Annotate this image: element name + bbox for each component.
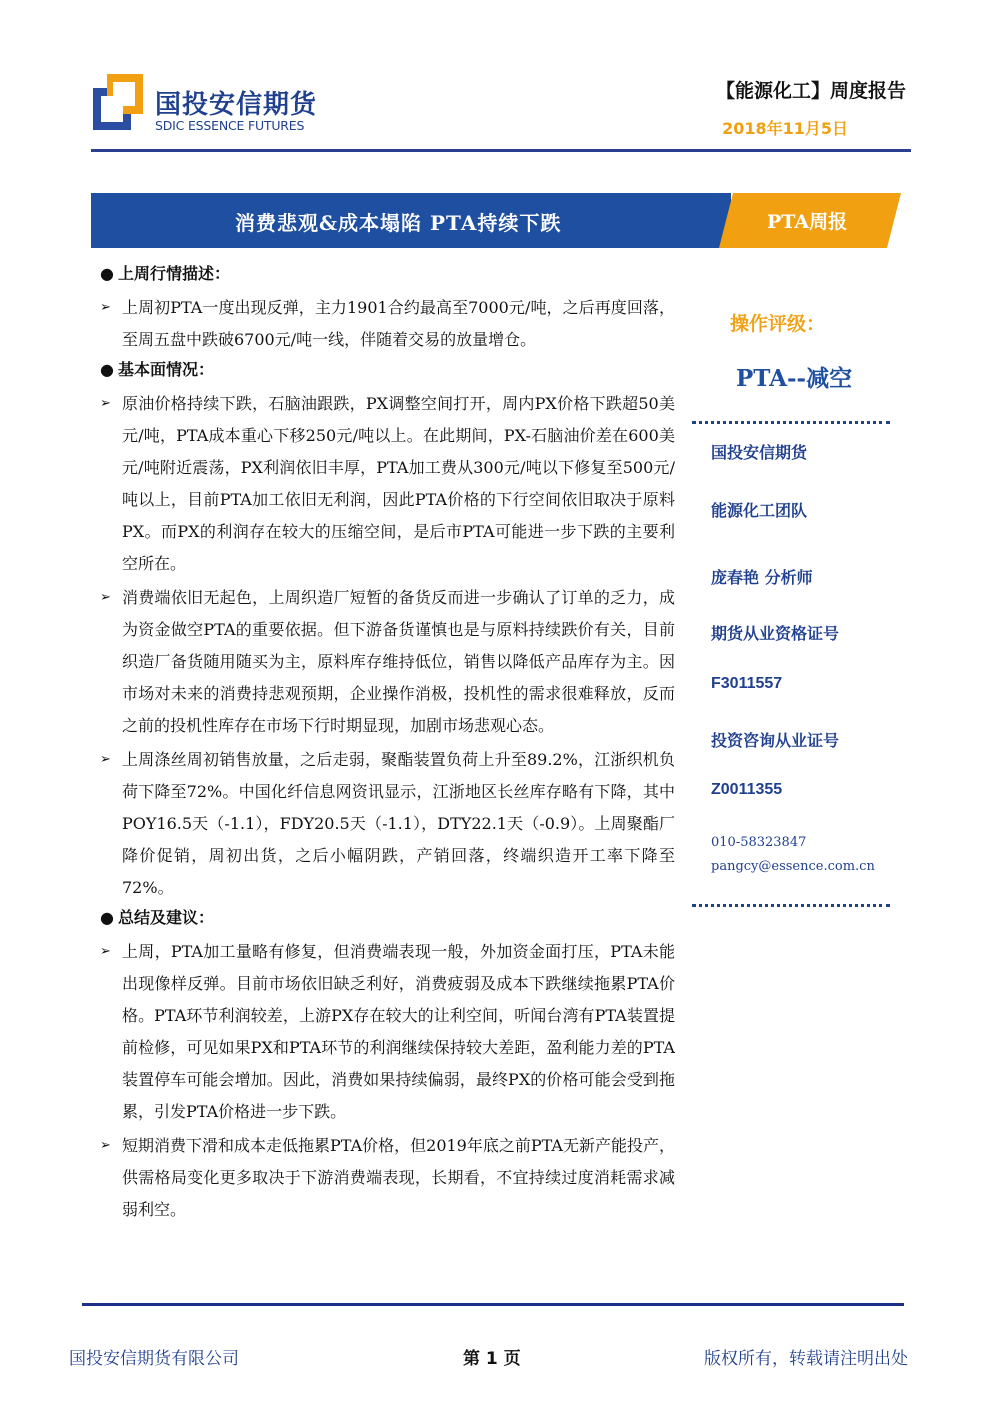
section-heading: ● 上周行情描述： <box>100 262 675 286</box>
sidebar-email[interactable]: pangcy@essence.com.cn <box>711 859 875 874</box>
arrow-right-icon: ➢ <box>100 590 111 605</box>
list-item: ➢ 消费端依旧无起色，上周织造厂短暂的备货反而进一步确认了订单的乏力，成为资金做空PTA的重要依据。但下游备货谨慎也是与原料持续跌价有关，目前织造厂备货随用随买为主，原料库存维持低位，销售以降低产品库存为主。因市场对未来的消费持悲观预期，企业操作消极，投机性的需求很难释放，反而之前的投机性库存在市场下行时期显现，加剧市场悲观心态。 <box>100 582 675 742</box>
list-item: ➢ 原油价格持续下跌，石脑油跟跌，PX调整空间打开，周内PX价格下跌超50美元/吨，PTA成本重心下移250元/吨以上。在此期间，PX-石脑油价差在600美元/吨附近震荡，PX利润依旧丰厚，PTA加工费从300元/吨以下修复至500元/吨以上，目前PTA加工依旧无利润，因此PTA价格的下行空间依旧取决于原料PX。而PX的利润存在较大的压缩空间，是后市PTA可能进一步下跌的主要利空所在。 <box>100 388 675 580</box>
black-circle-icon: ● <box>100 908 114 927</box>
sdic-logo-icon <box>93 74 143 130</box>
black-circle-icon: ● <box>100 360 114 379</box>
footer-company: 国投安信期货有限公司 <box>69 1349 239 1369</box>
company-logo <box>93 74 333 134</box>
footer-copyright: 版权所有，转载请注明出处 <box>704 1349 908 1369</box>
header-divider <box>91 149 911 152</box>
report-title: 消费悲观&成本塌陷 PTA持续下跌 <box>235 211 562 235</box>
rating-value: PTA--减空 <box>736 365 853 392</box>
report-type: 【能源化工】周度报告 <box>715 80 906 102</box>
sidebar-license-label: 期货从业资格证号 <box>711 624 840 643</box>
main-content <box>100 262 675 1228</box>
list-item: ➢ 上周初PTA一度出现反弹，主力1901合约最高至7000元/吨，之后再度回落，至周五盘中跌破6700元/吨一线，伴随着交易的放量增仓。 <box>100 292 675 356</box>
arrow-right-icon: ➢ <box>100 300 111 315</box>
section-heading: ● 基本面情况： <box>100 358 675 382</box>
report-date: 2018年11月5日 <box>722 119 848 138</box>
sidebar-consult-label: 投资咨询从业证号 <box>711 731 840 750</box>
sidebar-company: 国投安信期货 <box>711 443 808 462</box>
sidebar-phone: 010-58323847 <box>711 835 807 850</box>
sidebar-team: 能源化工团队 <box>711 501 808 520</box>
sidebar-divider <box>692 904 890 907</box>
arrow-right-icon: ➢ <box>100 944 111 959</box>
rating-label: 操作评级： <box>730 313 826 335</box>
section-heading: ● 总结及建议： <box>100 906 675 930</box>
black-circle-icon: ● <box>100 264 114 283</box>
sidebar-consult-number: Z0011355 <box>711 781 783 798</box>
sidebar-analyst: 庞春艳 分析师 <box>711 568 813 587</box>
logo-name-cn: 国投安信期货 <box>155 90 318 120</box>
arrow-right-icon: ➢ <box>100 752 111 767</box>
sidebar-license-number: F3011557 <box>711 675 783 692</box>
list-item: ➢ 上周，PTA加工量略有修复，但消费端表现一般，外加资金面打压，PTA未能出现像样反弹。目前市场依旧缺乏利好，消费疲弱及成本下跌继续拖累PTA价格。PTA环节利润较差，上游PX存在较大的让利空间，听闻台湾有PTA装置提前检修，可见如果PX和PTA环节的利润继续保持较大差距，盈利能力差的PTA装置停车可能会增加。因此，消费如果持续偏弱，最终PX的价格可能会受到拖累，引发PTA价格进一步下跌。 <box>100 936 675 1128</box>
page-number: 第 1 页 <box>463 1349 521 1369</box>
logo-name-en: SDIC ESSENCE FUTURES <box>155 118 305 133</box>
title-banner <box>91 193 901 248</box>
report-tag: PTA周报 <box>767 211 848 233</box>
arrow-right-icon: ➢ <box>100 1138 111 1153</box>
arrow-right-icon: ➢ <box>100 396 111 411</box>
list-item: ➢ 上周涤丝周初销售放量，之后走弱，聚酯装置负荷上升至89.2%，江浙织机负荷下降至72%。中国化纤信息网资讯显示，江浙地区长丝库存略有下降，其中POY16.5天（-1.1），FDY20.5天（-1.1），DTY22.1天（-0.9）。上周聚酯厂降价促销，周初出货，之后小幅阴跌，产销回落，终端织造开工率下降至72%。 <box>100 744 675 904</box>
sidebar-divider <box>692 421 890 424</box>
list-item: ➢ 短期消费下滑和成本走低拖累PTA价格，但2019年底之前PTA无新产能投产，供需格局变化更多取决于下游消费端表现，长期看，不宜持续过度消耗需求减弱利空。 <box>100 1130 675 1226</box>
footer-divider <box>82 1303 904 1306</box>
